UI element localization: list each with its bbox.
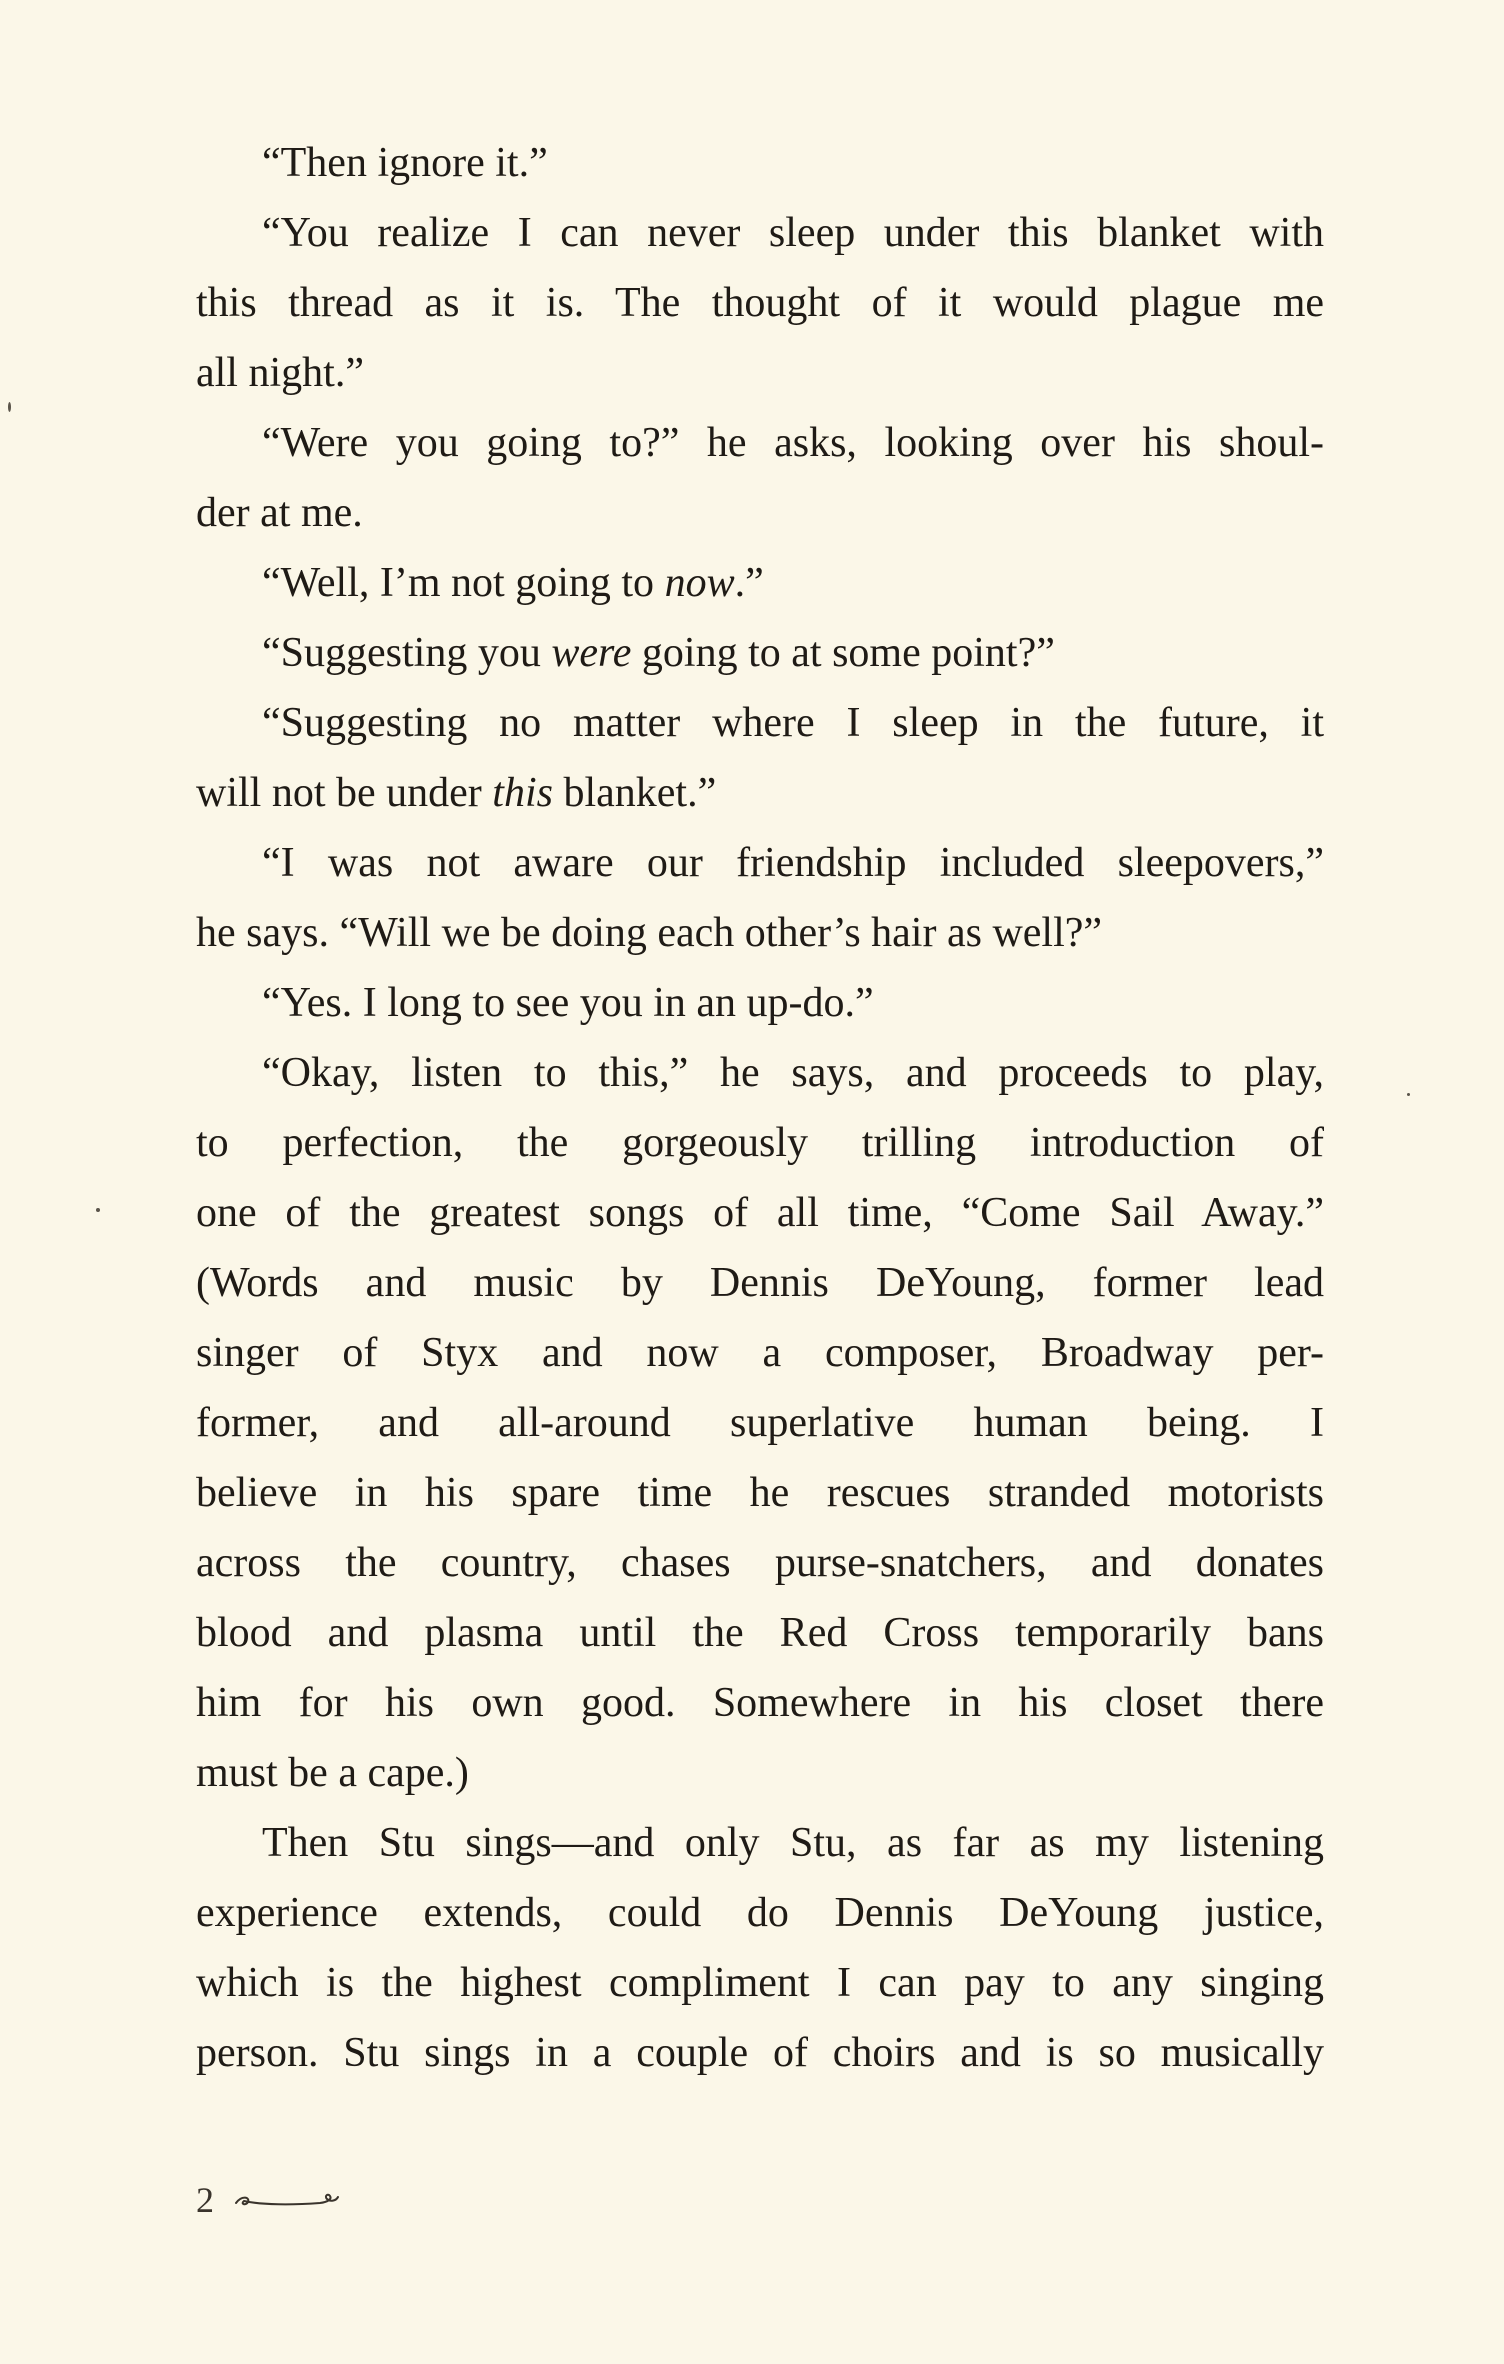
text-line: blood and plasma until the Red Cross temporarily bans xyxy=(196,1610,1324,1656)
text-span: will not be under xyxy=(196,770,493,816)
text-line: “You realize I can never sleep under this blanket with xyxy=(262,210,1324,256)
flourish-ornament-icon xyxy=(232,2185,342,2215)
text-line: one of the greatest songs of all time, “Come Sail Away.” xyxy=(196,1190,1324,1236)
emphasis-text: were xyxy=(551,630,632,676)
text-span: .” xyxy=(734,560,764,606)
text-line: must be a cape.) xyxy=(196,1750,469,1796)
text-span: “Well, I’m not going to xyxy=(262,560,665,606)
text-line: “Okay, listen to this,” he says, and proceeds to play, xyxy=(262,1050,1324,1096)
text-span: “Suggesting you xyxy=(262,630,552,676)
text-line: person. Stu sings in a couple of choirs and is so musically xyxy=(196,2030,1324,2076)
text-line: der at me. xyxy=(196,490,363,536)
text-line: “Were you going to?” he asks, looking over his shoul- xyxy=(262,420,1324,466)
text-line xyxy=(196,758,1324,828)
text-line: experience extends, could do Dennis DeYoung justice, xyxy=(196,1890,1324,1936)
text-line: “Then ignore it.” xyxy=(262,140,548,186)
paper-speck xyxy=(8,402,11,412)
page-number: 2 xyxy=(196,2180,214,2220)
text-line xyxy=(196,548,1324,618)
text-span: going to at some point?” xyxy=(631,630,1055,676)
text-span: blanket.” xyxy=(552,770,717,816)
text-line: this thread as it is. The thought of it would plague me xyxy=(196,280,1324,326)
text-line: believe in his spare time he rescues stranded motorists xyxy=(196,1470,1324,1516)
text-line: (Words and music by Dennis DeYoung, former lead xyxy=(196,1260,1324,1306)
text-line: “Yes. I long to see you in an up-do.” xyxy=(262,980,874,1026)
text-line: which is the highest compliment I can pay to any singing xyxy=(196,1960,1324,2006)
emphasis-text: this xyxy=(492,770,553,816)
text-line: to perfection, the gorgeously trilling introduction of xyxy=(196,1120,1324,1166)
text-line: him for his own good. Somewhere in his closet there xyxy=(196,1680,1324,1726)
text-line: Then Stu sings—and only Stu, as far as my listening xyxy=(262,1820,1324,1866)
text-line: former, and all-around superlative human being. I xyxy=(196,1400,1324,1446)
text-line: across the country, chases purse-snatchers, and donates xyxy=(196,1540,1324,1586)
text-line: all night.” xyxy=(196,350,364,396)
paper-speck xyxy=(96,1208,100,1212)
paper-speck xyxy=(1407,1093,1410,1096)
page-footer xyxy=(196,2170,342,2230)
text-line: singer of Styx and now a composer, Broadway per- xyxy=(196,1330,1324,1376)
text-line xyxy=(196,618,1324,688)
text-line: “Suggesting no matter where I sleep in the future, it xyxy=(262,700,1324,746)
text-line: he says. “Will we be doing each other’s hair as well?” xyxy=(196,910,1103,956)
text-line: “I was not aware our friendship included sleepovers,” xyxy=(262,840,1324,886)
emphasis-text: now xyxy=(664,560,735,606)
